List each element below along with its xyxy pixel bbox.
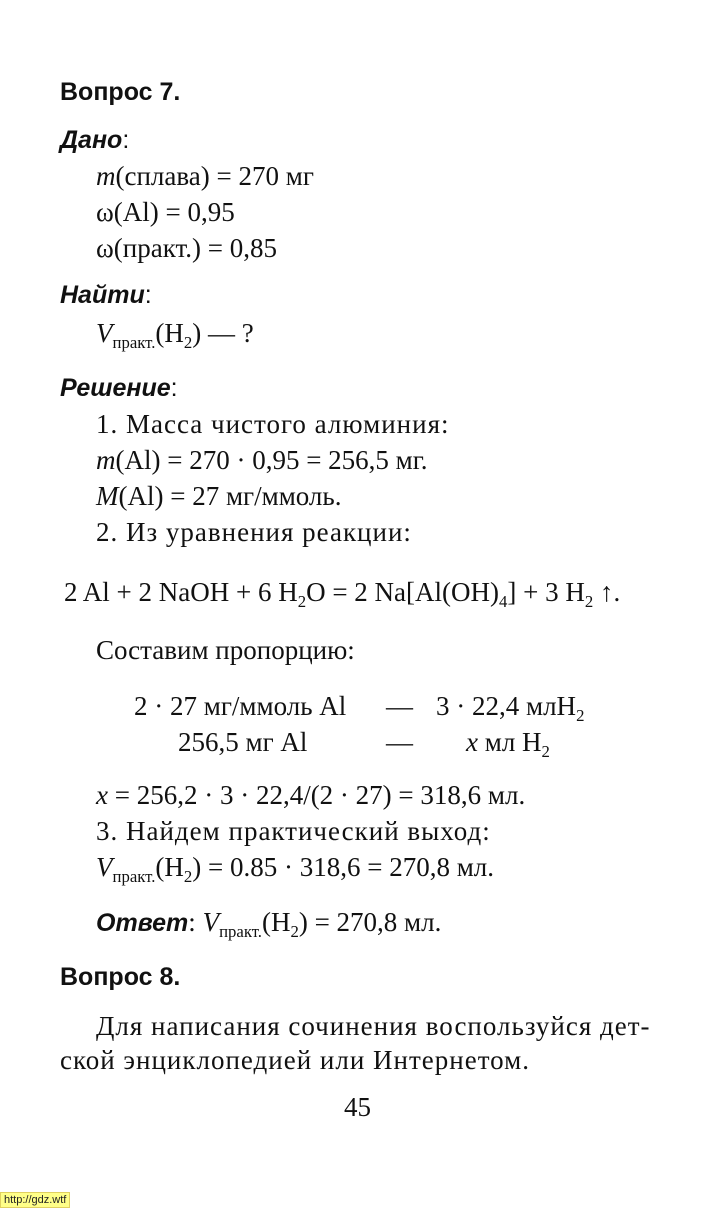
proportion-row-1-right: 3 · 22,4 млH$_2$ [436,691,585,725]
given-heading: Дано: [60,126,130,154]
find-heading: Найти: [60,281,152,309]
page-number: 45 [344,1092,371,1122]
answer-line: Ответ: $V_{практ.}(H_2) = 270,8$ мл. [96,907,442,941]
given-mass: m(сплава) = 270 мг [96,161,314,191]
question-8-line-2: ской энциклопедией или Интернетом. [60,1045,530,1075]
proportion-row-2-left: 256,5 мг Al [178,727,308,757]
solution-step-2: 2. Из уравнения реакции: [96,517,412,547]
question-7-title: Вопрос 7. [60,78,181,106]
reaction-equation: 2 Al + 2 NaOH + 6 $H_2O = 2$ $Na[Al(OH)_4] + 3$ $H_2$ ↑. [64,577,621,611]
solution-mass-al: m(Al) = 270 · 0,95 = 256,5 мг. [96,445,428,475]
proportion-intro: Составим пропорцию: [96,635,355,665]
practical-yield: $V_{практ.}(H_2) = 0.85 \cdot 318,6 = 270,8$ мл. [96,852,495,886]
given-omega-al: ω(Al) = 0,95 [96,197,235,227]
question-8-line-1: Для написания сочинения воспользуйся дет- [96,1011,651,1041]
solution-step-3: 3. Найдем практический выход: [96,816,491,846]
given-label: Дано [60,126,123,154]
calculation-x: x = 256,2 · 3 · 22,4/(2 · 27) = 318,6 мл. [96,780,526,810]
watermark-link[interactable]: http://gdz.wtf [0,1192,70,1208]
proportion-row-1-left: 2 · 27 мг/ммоль Al [134,691,347,721]
find-target: $V_{практ.}(H_2)$ — ? [96,318,254,352]
question-8-title: Вопрос 8. [60,963,181,991]
proportion-row-2-right: x мл $H_2$ [466,727,550,761]
proportion-row-1-dash: — [386,691,413,721]
answer-label: Ответ [96,909,189,937]
proportion-row-2-dash: — [386,727,413,757]
solution-molar-mass: M(Al) = 27 мг/ммоль. [96,481,342,511]
solution-label: Решение [60,374,171,402]
solution-step-1: 1. Масса чистого алюминия: [96,409,450,439]
solution-heading: Решение: [60,374,178,402]
given-omega-pract: ω(практ.) = 0,85 [96,233,277,263]
find-label: Найти [60,281,145,309]
